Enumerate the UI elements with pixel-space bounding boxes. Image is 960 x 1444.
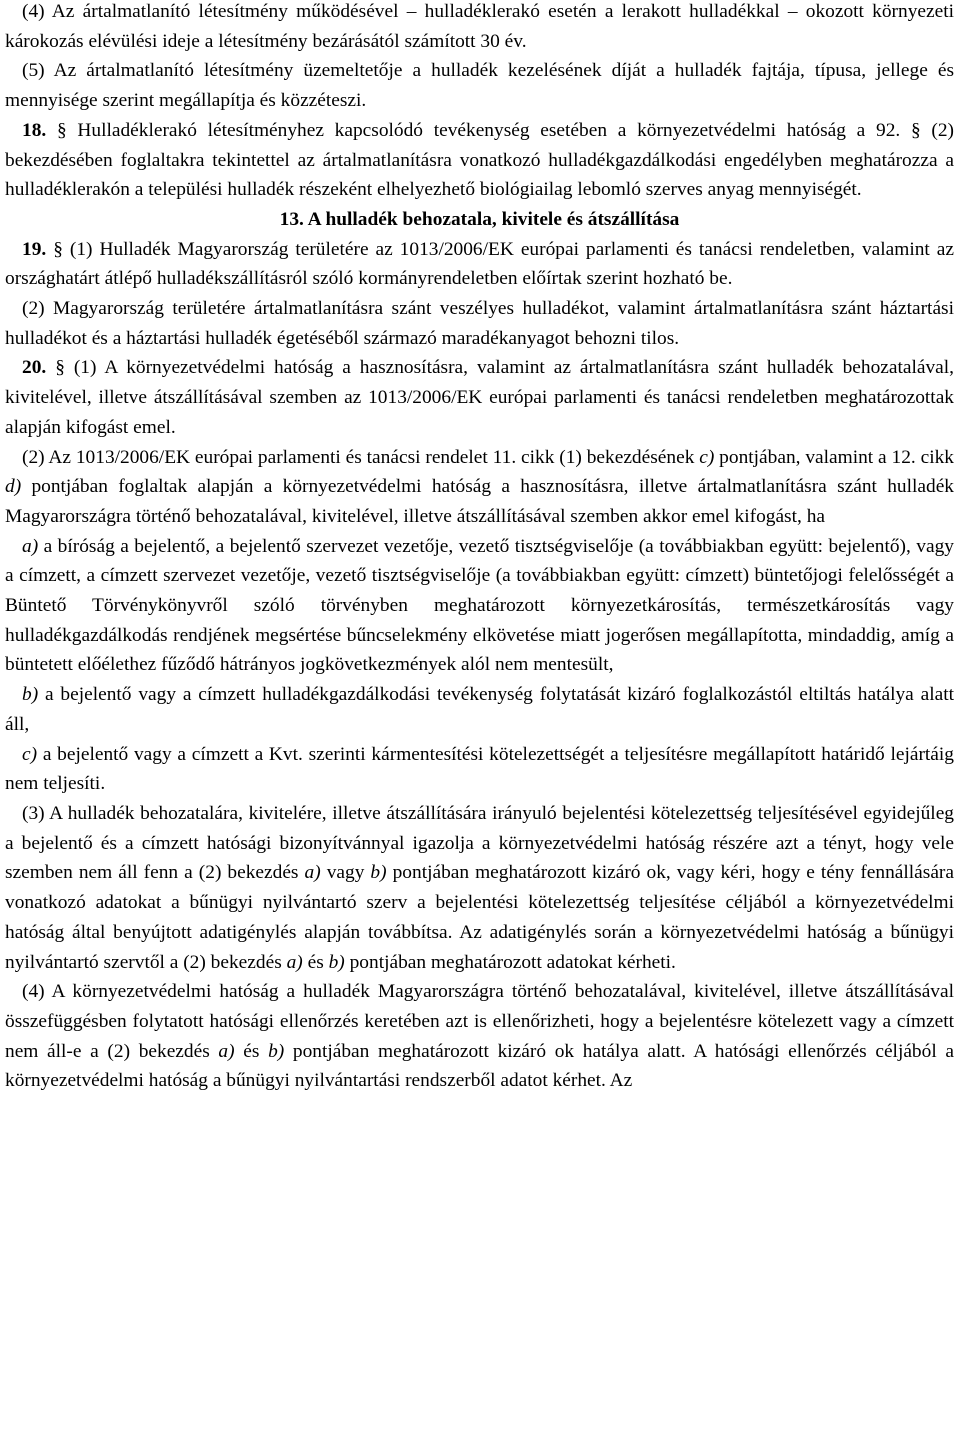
chapter-title: 13. A hulladék behozatala, kivitele és átszállítása (279, 208, 680, 230)
text-run: pontjában foglaltak alapján a környezetvédelmi hatóság a hasznosításra, illetve ártalmatlanításra szánt hulladék Magyarországra történő behozatalával, kivitelével, illetve átszállításával szemben akkor emel kifogást, ha (5, 476, 954, 527)
point-ref: b) (328, 951, 345, 973)
paragraph (5, 443, 954, 532)
text-run: (3) A hulladék behozatalára, kivitelére, illetve átszállítására irányuló bejelentési kötelezettség teljesítésével egyidejűleg a bejelentő és a címzett hatósági bizonyítvánnyal igazolja a környezetvédelmi hatóság részére azt a tényt, hogy vele szemben nem áll fenn a (2) bekezdés (5, 802, 954, 884)
section-text: § (1) A környezetvédelmi hatóság a hasznosításra, valamint az ártalmatlanításra szánt hulladék behozatalával, kivitelével, illetve átszállításával szemben az 1013/2006/EK európai parlamenti és tanácsi rendeletben meghatározottak alapján kifogást emel. (5, 357, 954, 438)
section-text: § Hulladéklerakó létesítményhez kapcsolódó tevékenység esetében a környezetvédelmi hatóság a 92. § (2) bekezdésében foglaltakra tekintettel az ártalmatlanításra vonatkozó hulladékgazdálkodási engedélyben meghatározza a hulladéklerakón a települési hulladék részeként elhelyezhető biológiailag lebomló szerves anyag mennyiségét. (5, 119, 954, 201)
text-run: pontjában meghatározott kizáró ok hatálya alatt. A hatósági ellenőrzés céljából a környezetvédelmi hatóság a bűnügyi nyilvántartási rendszerből adatot kérhet. Az (5, 1040, 954, 1092)
point-ref: b) (268, 1040, 285, 1062)
point-a (5, 532, 954, 681)
paragraph: (4) Az ártalmatlanító létesítmény működésével – hulladéklerakó esetén a lerakott hulladékkal – okozott környezeti károkozás elévülési ideje a létesítmény bezárásától számított 30 év. (5, 1, 954, 52)
text-run: pontjában, valamint a 12. cikk (714, 446, 954, 468)
point-marker: a) (22, 535, 39, 557)
point-ref: a) (218, 1040, 235, 1062)
text-run: pontjában meghatározott kizáró ok, vagy kéri, hogy e tény fennállására vonatkozó adatokat a bűnügyi nyilvántartó szerv a bejelentési kötelezettség teljesítése céljából a környezetvédelmi hatóság által benyújtott adatigénylés alapján továbbítsa. Az adatigénylés során a környezetvédelmi hatóság a bűnügyi nyilvántartó szervtől a (2) bekezdés (5, 862, 954, 973)
text-run: (4) A környezetvédelmi hatóság a hulladék Magyarországra történő behozatalával, kivitelével, illetve átszállításával összefüggésben folytatott hatósági ellenőrzés keretében azt is ellenőrizheti, hogy a bejelentésre kötelezett vagy a címzett nem áll-e a (2) bekezdés (5, 981, 954, 1062)
section-number: 19. (22, 238, 47, 260)
point-c (5, 740, 954, 799)
point-marker: c) (22, 743, 38, 765)
text-run: pontjában meghatározott adatokat kérheti. (344, 951, 676, 973)
point-text: a bejelentő vagy a címzett a Kvt. szerinti kármentesítési kötelezettségét a teljesítésre megállapított határidő lejártáig nem teljesíti. (5, 743, 954, 795)
point-ref: b) (370, 862, 387, 884)
point-ref: a) (304, 862, 321, 884)
section-text: § (1) Hulladék Magyarország területére az 1013/2006/EK európai parlamenti és tanácsi rendeletben, valamint az országhatárt átlépő hulladékszállításról szóló kormányrendeletben előírtak szerint hozható be. (5, 238, 954, 290)
section-number: 20. (22, 357, 47, 379)
point-ref: d) (5, 476, 22, 498)
paragraph (5, 977, 954, 1096)
document-page (5, 0, 954, 1096)
point-marker: b) (22, 684, 39, 706)
text-run: és (302, 951, 329, 973)
point-text: a bejelentő vagy a címzett hulladékgazdálkodási tevékenység folytatását kizáró foglalkozástól eltiltás hatálya alatt áll, (5, 684, 954, 735)
section-number: 18. (22, 119, 47, 141)
point-text: a bíróság a bejelentő, a bejelentő szervezet vezetője, vezető tisztségviselője (a továbbiakban együtt: bejelentő), vagy a címzett, a címzett szervezet vezetője, vezető tisztségviselője (a továbbiakban együtt: címzett) büntetőjogi felelősségét a Büntető Törvénykönyvről szóló törvényben meghatározott környezetkárosítás, természetkárosítás vagy hulladékgazdálkodás rendjének megsértése bűncselekmény elkövetése miatt jogerősen megállapította, mindaddig, amíg a büntetett előélethez fűződő hátrányos jogkövetkezmények alól nem mentesült, (5, 535, 954, 676)
section-19 (5, 235, 954, 294)
paragraph: (2) Magyarország területére ártalmatlanításra szánt veszélyes hulladékot, valamint ártalmatlanításra szánt háztartási hulladékot és a háztartási hulladék égetéséből származó maradékanyagot behozni tilos. (5, 298, 954, 349)
paragraph (5, 799, 954, 977)
text-run: (2) Az 1013/2006/EK európai parlamenti és tanácsi rendelet 11. cikk (1) bekezdésének (22, 446, 700, 468)
point-ref: c) (699, 446, 715, 468)
section-18 (5, 116, 954, 205)
text-run: és (234, 1040, 269, 1062)
section-20 (5, 353, 954, 442)
text-run: vagy (320, 862, 371, 884)
point-b (5, 680, 954, 739)
point-ref: a) (286, 951, 303, 973)
paragraph: (5) Az ártalmatlanító létesítmény üzemeltetője a hulladék kezelésének díját a hulladék fajtája, típusa, jellege és mennyisége szerint megállapítja és közzéteszi. (5, 60, 954, 112)
